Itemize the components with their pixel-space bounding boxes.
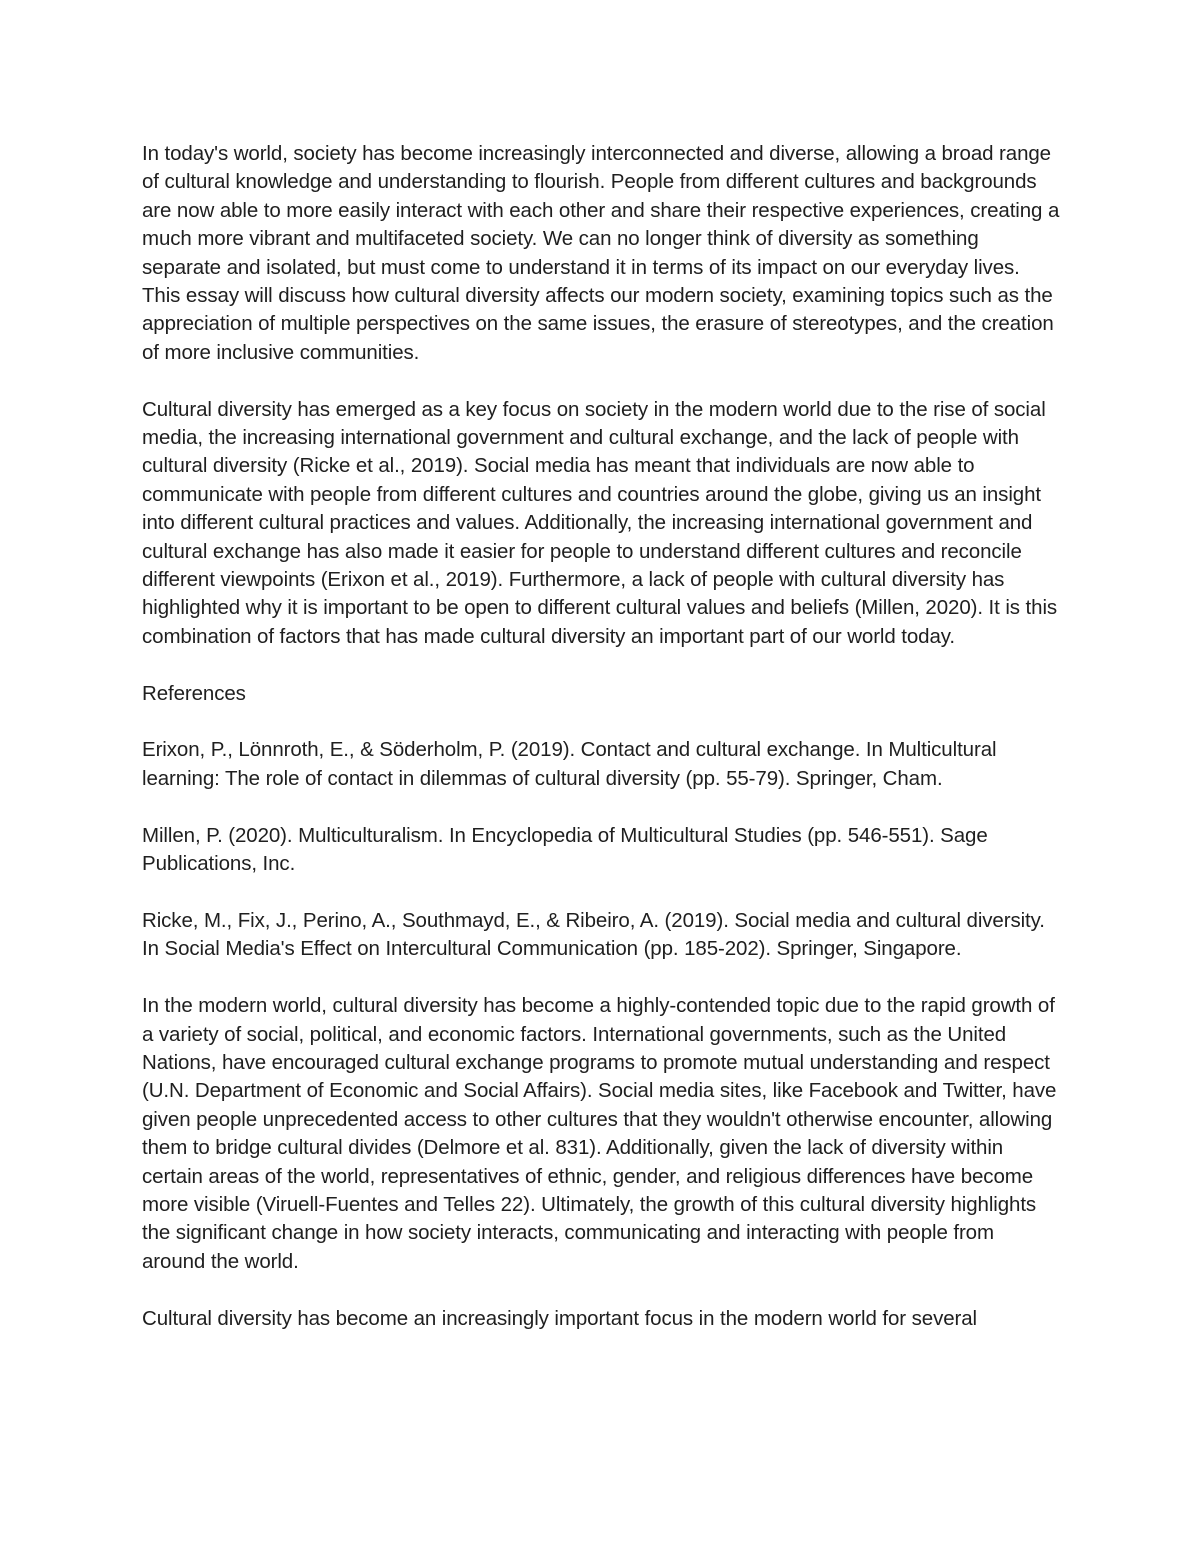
reference-entry-3: Ricke, M., Fix, J., Perino, A., Southmayd, E., & Ribeiro, A. (2019). Social media and cultural diversity. In Social Media's Effect on Intercultural Communication (pp. 185-202). Springer, Singapore. [142,908,1045,961]
body-paragraph-1: In today's world, society has become increasingly interconnected and diverse, allowing a broad range of cultural knowledge and understanding to flourish. People from different cultures and backgrounds are now able to more easily interact with each other and share their respective experiences, creating a much more vibrant and multifaceted society. We can no longer think of diversity as something separate and isolated, but must come to understand it in terms of its impact on our everyday lives. This essay will discuss how cultural diversity affects our modern society, examining topics such as the appreciation of multiple perspectives on the same issues, the erasure of stereotypes, and the creation of more inclusive communities. [142,142,1060,364]
reference-entry-2: Millen, P. (2020). Multiculturalism. In Encyclopedia of Multicultural Studies (pp. 546-551). Sage Publications, Inc. [142,823,988,876]
document-body [142,140,1062,1333]
body-paragraph-4: Cultural diversity has become an increasingly important focus in the modern world for several [142,1306,978,1330]
references-heading: References [142,681,246,705]
body-paragraph-2: Cultural diversity has emerged as a key focus on society in the modern world due to the rise of social media, the increasing international government and cultural exchange, and the lack of people with cultural diversity (Ricke et al., 2019). Social media has meant that individuals are now able to communicate with people from different cultures and countries around the globe, giving us an insight into different cultural practices and values. Additionally, the increasing international government and cultural exchange has also made it easier for people to understand different cultures and reconcile different viewpoints (Erixon et al., 2019). Furthermore, a lack of people with cultural diversity has highlighted why it is important to be open to different cultural values and beliefs (Millen, 2020). It is this combination of factors that has made cultural diversity an important part of our world today. [142,397,1058,648]
body-paragraph-3: In the modern world, cultural diversity has become a highly-contended topic due to the rapid growth of a variety of social, political, and economic factors. International governments, such as the United Nations, have encouraged cultural exchange programs to promote mutual understanding and respect (U.N. Department of Economic and Social Affairs). Social media sites, like Facebook and Twitter, have given people unprecedented access to other cultures that they wouldn't otherwise encounter, allowing them to bridge cultural divides (Delmore et al. 831). Additionally, given the lack of diversity within certain areas of the world, representatives of ethnic, gender, and religious differences have become more visible (Viruell-Fuentes and Telles 22). Ultimately, the growth of this cultural diversity highlights the significant change in how society interacts, communicating and interacting with people from around the world. [142,994,1057,1273]
reference-entry-1: Erixon, P., Lönnroth, E., & Söderholm, P. (2019). Contact and cultural exchange. In Multicultural learning: The role of contact in dilemmas of cultural diversity (pp. 55-79). Springer, Cham. [142,738,997,790]
